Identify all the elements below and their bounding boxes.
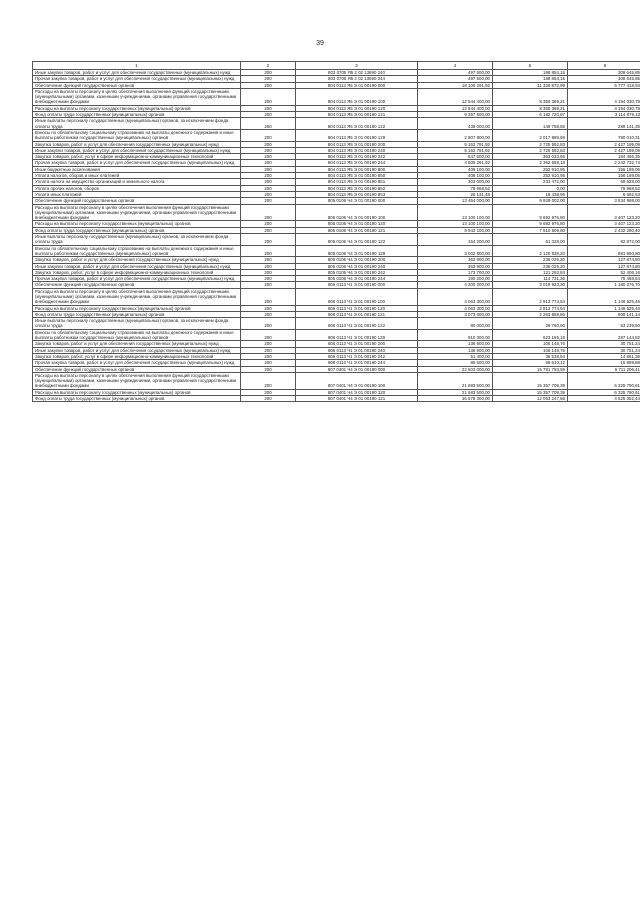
expense-name-cell: Расходы на выплаты персоналу в целях обеспечения выполнения функций государственными (муниципальными) органами, казенными учреждениями, органами управления государственными внебюджетными фондами xyxy=(33,372,241,389)
expense-name-cell: Фонд оплаты труда государственных (муниципальных) органов xyxy=(33,396,241,402)
remaining-amount-cell: 156 189,05 xyxy=(568,166,640,172)
line-code-cell: 200 xyxy=(241,76,296,82)
table-row xyxy=(33,76,640,82)
expense-name-cell: Фонд оплаты труда государственных (муниципальных) органов xyxy=(33,112,241,118)
line-code-cell: 200 xyxy=(241,129,296,141)
approved-amount-cell: 363 900,00 xyxy=(418,263,493,269)
expense-name-cell: Прочая закупка товаров, работ и услуг для обеспечения государственных (муниципальных) нужд xyxy=(33,76,241,82)
classification-code-cell: 804 0113 Я5 Э 01 00190 200 xyxy=(296,141,418,147)
approved-amount-cell: 13 464 000,00 xyxy=(418,198,493,204)
remaining-amount-cell: 809 141,14 xyxy=(568,311,640,317)
approved-amount-cell: 154 200,00 xyxy=(418,234,493,246)
executed-amount-cell: 2 913 774,54 xyxy=(493,305,568,311)
header-col-4: 4 xyxy=(418,62,493,70)
approved-amount-cell: 5 152 791,92 xyxy=(418,141,493,147)
approved-amount-cell: 363 900,00 xyxy=(418,257,493,263)
approved-amount-cell: 13 100 100,00 xyxy=(418,221,493,227)
approved-amount-cell: 22 503 000,00 xyxy=(418,366,493,372)
executed-amount-cell: 623 155,18 xyxy=(493,329,568,341)
remaining-amount-cell: 79 968,52 xyxy=(568,185,640,191)
approved-amount-cell: 190 200,00 xyxy=(418,276,493,282)
expense-name-cell: Закупка товаров, работ и услуг для обеспечения государственных (муниципальных) нужд xyxy=(33,257,241,263)
remaining-amount-cell: 127 874,80 xyxy=(568,263,640,269)
remaining-amount-cell: 2 427 199,09 xyxy=(568,147,640,153)
remaining-amount-cell: 6 325 790,61 xyxy=(568,372,640,389)
classification-code-cell: 804 0113 Я5 Э 01 00190 100 xyxy=(296,88,418,105)
line-code-cell: 200 xyxy=(241,329,296,341)
expense-name-cell: Расходы на выплаты персоналу в целях обеспечения выполнения функций государственными (муниципальными) органами, казенными учреждениями, органами управления государственными внебюджетными фондами xyxy=(33,88,241,105)
approved-amount-cell: 2 807 900,00 xyxy=(418,129,493,141)
approved-amount-cell: 439 000,00 xyxy=(418,118,493,130)
approved-amount-cell: 80 000,00 xyxy=(418,318,493,330)
approved-amount-cell: 9 297 600,00 xyxy=(418,112,493,118)
line-code-cell: 200 xyxy=(241,82,296,88)
classification-code-cell: 804 0113 Я5 Э 01 00190 800 xyxy=(296,166,418,172)
table-row xyxy=(33,245,640,257)
executed-amount-cell: 363 033,65 xyxy=(493,154,568,160)
line-code-cell: 200 xyxy=(241,282,296,288)
line-code-cell: 200 xyxy=(241,147,296,153)
table-row xyxy=(33,353,640,359)
expense-name-cell: Расходы на выплаты персоналу в целях обеспечения выполнения функций государственными (муниципальными) органами, казенными учреждениями, органами управления государственными внебюджетными фондами xyxy=(33,288,241,305)
table-row xyxy=(33,112,640,118)
line-code-cell: 200 xyxy=(241,318,296,330)
classification-code-cell: 807 0401 Ч4 Э 01 00190 120 xyxy=(296,389,418,395)
table-row xyxy=(33,160,640,166)
classification-code-cell: 805 0106 Ч4 Э 01 00190 244 xyxy=(296,276,418,282)
remaining-amount-cell: 30 751,24 xyxy=(568,341,640,347)
remaining-amount-cell: 3 407 123,20 xyxy=(568,221,640,227)
remaining-amount-cell: 6 711 206,41 xyxy=(568,366,640,372)
executed-amount-cell: 2 725 592,83 xyxy=(493,141,568,147)
remaining-amount-cell: 881 960,80 xyxy=(568,245,640,257)
approved-amount-cell: 5 152 791,92 xyxy=(418,147,493,153)
executed-amount-cell: 188 854,15 xyxy=(493,70,568,76)
line-code-cell: 200 xyxy=(241,347,296,353)
line-code-cell: 200 xyxy=(241,311,296,317)
classification-code-cell: 803 0705 Я5 2 02 13690 240 xyxy=(296,70,418,76)
remaining-amount-cell: 308 645,85 xyxy=(568,76,640,82)
line-code-cell: 200 xyxy=(241,191,296,197)
line-code-cell: 200 xyxy=(241,141,296,147)
table-row xyxy=(33,311,640,317)
header-col-3: 3 xyxy=(296,62,418,70)
approved-amount-cell: 4 063 300,00 xyxy=(418,305,493,311)
expense-name-cell: Иные выплаты персоналу государственных (муниципальных) органов, за исключением фонда оплаты труда xyxy=(33,318,241,330)
remaining-amount-cell: 184 466,35 xyxy=(568,154,640,160)
approved-amount-cell: 4 605 291,92 xyxy=(418,160,493,166)
table-row xyxy=(33,305,640,311)
expense-name-cell: Уплата иных платежей xyxy=(33,191,241,197)
header-col-1: 1 xyxy=(33,62,241,70)
remaining-amount-cell: 69 528,00 xyxy=(568,179,640,185)
executed-amount-cell: 11 328 872,99 xyxy=(493,82,568,88)
expense-name-cell: Иные закупки товаров, работ и услуг для обеспечения государственных (муниципальных) нужд xyxy=(33,347,241,353)
classification-code-cell: 804 0113 Я5 Э 01 00190 851 xyxy=(296,179,418,185)
approved-amount-cell: 3 073 000,00 xyxy=(418,311,493,317)
classification-code-cell: 805 0106 Ч4 Э 01 00190 240 xyxy=(296,263,418,269)
remaining-amount-cell: 4 194 030,79 xyxy=(568,105,640,111)
expense-name-cell: Закупка товаров, работ, услуг в сфере информационно-коммуникационных технологий xyxy=(33,154,241,160)
expense-name-cell: Расходы на выплаты персоналу государственных (муниципальных) органов xyxy=(33,221,241,227)
executed-amount-cell: 2 362 558,18 xyxy=(493,160,568,166)
line-code-cell: 200 xyxy=(241,288,296,305)
approved-amount-cell: 910 300,00 xyxy=(418,329,493,341)
executed-amount-cell: 15 357 709,39 xyxy=(493,372,568,389)
executed-amount-cell: 106 148,76 xyxy=(493,347,568,353)
classification-code-cell: 804 0113 Я5 Э 01 00190 120 xyxy=(296,105,418,111)
executed-amount-cell: 6 182 720,87 xyxy=(493,112,568,118)
remaining-amount-cell: 289 141,35 xyxy=(568,118,640,130)
line-code-cell: 200 xyxy=(241,112,296,118)
line-code-cell: 200 xyxy=(241,166,296,172)
executed-amount-cell: 252 910,95 xyxy=(493,173,568,179)
line-code-cell: 200 xyxy=(241,221,296,227)
classification-code-cell: 806 0113 Ч1 Э 01 00190 242 xyxy=(296,353,418,359)
classification-code-cell: 804 0113 Я5 Э 01 00190 850 xyxy=(296,173,418,179)
executed-amount-cell: 61 328,00 xyxy=(493,234,568,246)
remaining-amount-cell: 2 242 732,74 xyxy=(568,160,640,166)
approved-amount-cell: 497 500,00 xyxy=(418,76,493,82)
table-row xyxy=(33,227,640,233)
classification-code-cell: 805 0106 Ч4 Э 01 00190 000 xyxy=(296,198,418,204)
line-code-cell: 200 xyxy=(241,70,296,76)
expense-name-cell: Взносы по обязательному социальному страхованию на выплаты денежного содержания и иные выплаты работникам государственных (муниципальных) органов xyxy=(33,245,241,257)
page-number: 39 xyxy=(316,40,324,47)
approved-amount-cell: 16 578 300,00 xyxy=(418,396,493,402)
header-col-5: 5 xyxy=(493,62,568,70)
executed-amount-cell: 26 760,50 xyxy=(493,318,568,330)
classification-code-cell: 804 0113 Я5 Э 01 00190 240 xyxy=(296,147,418,153)
budget-execution-table xyxy=(32,61,640,402)
executed-amount-cell: 12 053 247,56 xyxy=(493,396,568,402)
table-row xyxy=(33,70,640,76)
approved-amount-cell: 409 100,00 xyxy=(418,173,493,179)
classification-code-cell: 804 0113 Я5 Э 01 00190 242 xyxy=(296,154,418,160)
table-row xyxy=(33,221,640,227)
expense-name-cell: Расходы на выплаты персоналу государственных (муниципальных) органов xyxy=(33,105,241,111)
expense-name-cell: Закупка товаров, работ, услуг в сфере информационно-коммуникационных технологий xyxy=(33,269,241,275)
classification-code-cell: 804 0113 Я5 Э 01 00190 121 xyxy=(296,112,418,118)
line-code-cell: 200 xyxy=(241,353,296,359)
expense-name-cell: Обеспечение функций государственных органов xyxy=(33,366,241,372)
executed-amount-cell: 8 350 369,21 xyxy=(493,105,568,111)
approved-amount-cell: 4 200 200,00 xyxy=(418,282,493,288)
approved-amount-cell: 85 500,00 xyxy=(418,360,493,366)
executed-amount-cell: 7 510 809,60 xyxy=(493,227,568,233)
remaining-amount-cell: 3 114 879,13 xyxy=(568,112,640,118)
executed-amount-cell: 252 910,95 xyxy=(493,166,568,172)
expense-name-cell: Иные выплаты персоналу государственных (муниципальных) органов, за исключением фонда оплаты труда xyxy=(33,118,241,130)
table-row xyxy=(33,179,640,185)
remaining-amount-cell: 790 010,31 xyxy=(568,129,640,141)
expense-name-cell: Фонд оплаты труда государственных (муниципальных) органов xyxy=(33,227,241,233)
executed-amount-cell: 8 350 369,21 xyxy=(493,88,568,105)
table-row xyxy=(33,154,640,160)
classification-code-cell: 807 0401 Ч4 Э 01 00190 100 xyxy=(296,372,418,389)
approved-amount-cell: 18 106 291,92 xyxy=(418,82,493,88)
table-header-row xyxy=(33,62,640,70)
classification-code-cell: 804 0113 Я5 Э 01 00190 244 xyxy=(296,160,418,166)
table-row xyxy=(33,347,640,353)
line-code-cell: 200 xyxy=(241,118,296,130)
expense-name-cell: Иные закупки товаров, работ и услуг для обеспечения государственных (муниципальных) нужд xyxy=(33,70,241,76)
expense-name-cell: Иные закупки товаров, работ и услуг для обеспечения государственных (муниципальных) нужд xyxy=(33,263,241,269)
expense-name-cell: Иные выплаты персоналу государственных (муниципальных) органов, за исключением фонда оплаты труда xyxy=(33,234,241,246)
table-row xyxy=(33,88,640,105)
expense-name-cell: Расходы на выплаты персоналу в целях обеспечения выполнения функций государственными (муниципальными) органами, казенными учреждениями, органами управления государственными внебюджетными фондами xyxy=(33,204,241,221)
classification-code-cell: 805 0106 Ч4 Э 01 00190 120 xyxy=(296,221,418,227)
table-row xyxy=(33,204,640,221)
line-code-cell: 200 xyxy=(241,173,296,179)
executed-amount-cell: 188 854,15 xyxy=(493,76,568,82)
classification-code-cell: 804 0113 Я5 Э 01 00190 852 xyxy=(296,185,418,191)
expense-name-cell: Прочая закупка товаров, работ и услуг для обеспечения государственных (муниципальных) нужд xyxy=(33,160,241,166)
expense-name-cell: Иные бюджетные ассигнования xyxy=(33,166,241,172)
expense-name-cell: Взносы по обязательному социальному страхованию на выплаты денежного содержания и иные выплаты работникам государственных (муниципальных) органов xyxy=(33,329,241,341)
remaining-amount-cell: 4 194 030,79 xyxy=(568,88,640,105)
remaining-amount-cell: 30 751,24 xyxy=(568,347,640,353)
expense-name-cell: Прочая закупка товаров, работ и услуг для обеспечения государственных (муниципальных) нужд xyxy=(33,276,241,282)
remaining-amount-cell: 6 692,53 xyxy=(568,191,640,197)
approved-amount-cell: 9 943 100,00 xyxy=(418,227,493,233)
remaining-amount-cell: 4 525 052,44 xyxy=(568,396,640,402)
table-row xyxy=(33,318,640,330)
executed-amount-cell: 2 017 889,69 xyxy=(493,129,568,141)
classification-code-cell: 804 0113 Я5 Э 01 00190 129 xyxy=(296,129,418,141)
executed-amount-cell: 69 610,12 xyxy=(493,360,568,366)
line-code-cell: 200 xyxy=(241,185,296,191)
approved-amount-cell: 4 063 300,00 xyxy=(418,288,493,305)
line-code-cell: 200 xyxy=(241,341,296,347)
remaining-amount-cell: 1 149 525,46 xyxy=(568,288,640,305)
line-code-cell: 200 xyxy=(241,105,296,111)
executed-amount-cell: 36 538,64 xyxy=(493,353,568,359)
classification-code-cell: 806 0113 Ч1 Э 01 00190 240 xyxy=(296,347,418,353)
expense-name-cell: Уплата налога на имущество организаций и земельного налога xyxy=(33,179,241,185)
expense-name-cell: Закупка товаров, работ и услуг для обеспечения государственных (муниципальных) нужд xyxy=(33,141,241,147)
table-body xyxy=(33,70,640,402)
executed-amount-cell: 0,00 xyxy=(493,185,568,191)
classification-code-cell: 806 0113 Ч1 Э 01 00190 244 xyxy=(296,360,418,366)
remaining-amount-cell: 52 406,16 xyxy=(568,269,640,275)
table-row xyxy=(33,129,640,141)
line-code-cell: 200 xyxy=(241,396,296,402)
approved-amount-cell: 303 000,00 xyxy=(418,179,493,185)
classification-code-cell: 804 0113 Я5 Э 01 00190 853 xyxy=(296,191,418,197)
expense-name-cell: Фонд оплаты труда государственных (муниципальных) органов xyxy=(33,311,241,317)
classification-code-cell: 806 0113 Ч1 Э 01 00190 129 xyxy=(296,329,418,341)
approved-amount-cell: 21 683 500,00 xyxy=(418,372,493,389)
classification-code-cell: 805 0106 Ч4 Э 01 00190 242 xyxy=(296,269,418,275)
executed-amount-cell: 2 725 592,83 xyxy=(493,147,568,153)
classification-code-cell: 806 0113 Ч1 Э 01 00190 100 xyxy=(296,288,418,305)
executed-amount-cell: 2 120 839,20 xyxy=(493,245,568,257)
table-row xyxy=(33,141,640,147)
line-code-cell: 200 xyxy=(241,204,296,221)
remaining-amount-cell: 92 872,00 xyxy=(568,234,640,246)
classification-code-cell: 806 0113 Ч1 Э 01 00190 120 xyxy=(296,305,418,311)
approved-amount-cell: 173 700,00 xyxy=(418,269,493,275)
classification-code-cell: 805 0106 Ч4 Э 01 00190 122 xyxy=(296,234,418,246)
approved-amount-cell: 13 100 100,00 xyxy=(418,204,493,221)
executed-amount-cell: 114 731,36 xyxy=(493,276,568,282)
expense-name-cell: Обеспечение функций государственных органов xyxy=(33,282,241,288)
classification-code-cell: 803 0705 Я5 2 02 13690 244 xyxy=(296,76,418,82)
table-row xyxy=(33,263,640,269)
table-row xyxy=(33,147,640,153)
header-col-6: 6 xyxy=(568,62,640,70)
line-code-cell: 200 xyxy=(241,227,296,233)
executed-amount-cell: 9 929 002,00 xyxy=(493,198,568,204)
approved-amount-cell: 51 400,00 xyxy=(418,353,493,359)
classification-code-cell: 806 0113 Ч1 Э 01 00190 121 xyxy=(296,311,418,317)
approved-amount-cell: 26 131,48 xyxy=(418,191,493,197)
remaining-amount-cell: 75 468,64 xyxy=(568,276,640,282)
table-row xyxy=(33,372,640,389)
classification-code-cell: 805 0106 Ч4 Э 01 00190 129 xyxy=(296,245,418,257)
classification-code-cell: 804 0113 Я5 Э 01 00190 000 xyxy=(296,82,418,88)
table-row xyxy=(33,82,640,88)
executed-amount-cell: 9 692 976,80 xyxy=(493,204,568,221)
expense-name-cell: Уплата налогов, сборов и иных платежей xyxy=(33,173,241,179)
executed-amount-cell: 121 293,84 xyxy=(493,269,568,275)
expense-name-cell: Уплата прочих налогов, сборов xyxy=(33,185,241,191)
line-code-cell: 200 xyxy=(241,88,296,105)
table-row xyxy=(33,105,640,111)
executed-amount-cell: 149 758,65 xyxy=(493,118,568,130)
executed-amount-cell: 233 472,00 xyxy=(493,179,568,185)
line-code-cell: 200 xyxy=(241,389,296,395)
remaining-amount-cell: 6 325 790,61 xyxy=(568,389,640,395)
expense-name-cell: Закупка товаров, работ и услуг для обеспечения государственных (муниципальных) нужд xyxy=(33,341,241,347)
classification-code-cell: 806 0113 Ч1 Э 01 00190 000 xyxy=(296,282,418,288)
line-code-cell: 200 xyxy=(241,269,296,275)
remaining-amount-cell: 14 861,36 xyxy=(568,353,640,359)
expense-name-cell: Закупка товаров, работ, услуг в сфере информационно-коммуникационных технологий xyxy=(33,353,241,359)
expense-name-cell: Прочая закупка товаров, работ и услуг для обеспечения государственных (муниципальных) нужд xyxy=(33,360,241,366)
approved-amount-cell: 21 683 500,00 xyxy=(418,389,493,395)
expense-name-cell: Обеспечение функций государственных органов xyxy=(33,82,241,88)
remaining-amount-cell: 1 149 525,46 xyxy=(568,305,640,311)
expense-name-cell: Расходы на выплаты персоналу государственных (муниципальных) органов xyxy=(33,305,241,311)
expense-name-cell: Расходы на выплаты персоналу государственных (муниципальных) органов xyxy=(33,389,241,395)
table-row xyxy=(33,118,640,130)
line-code-cell: 200 xyxy=(241,276,296,282)
remaining-amount-cell: 308 645,85 xyxy=(568,70,640,76)
table-row xyxy=(33,366,640,372)
line-code-cell: 200 xyxy=(241,179,296,185)
table-row xyxy=(33,282,640,288)
classification-code-cell: 805 0106 Ч4 Э 01 00190 200 xyxy=(296,257,418,263)
remaining-amount-cell: 53 239,50 xyxy=(568,318,640,330)
remaining-amount-cell: 156 189,05 xyxy=(568,173,640,179)
line-code-cell: 200 xyxy=(241,234,296,246)
approved-amount-cell: 12 544 400,00 xyxy=(418,88,493,105)
line-code-cell: 200 xyxy=(241,366,296,372)
classification-code-cell: 806 0113 Ч1 Э 01 00190 122 xyxy=(296,318,418,330)
remaining-amount-cell: 15 889,88 xyxy=(568,360,640,366)
approved-amount-cell: 547 500,00 xyxy=(418,154,493,160)
executed-amount-cell: 19 438,95 xyxy=(493,191,568,197)
remaining-amount-cell: 6 777 418,93 xyxy=(568,82,640,88)
executed-amount-cell: 15 791 793,59 xyxy=(493,366,568,372)
table-row xyxy=(33,257,640,263)
executed-amount-cell: 15 357 709,39 xyxy=(493,389,568,395)
classification-code-cell: 807 0401 Ч4 Э 01 00190 000 xyxy=(296,366,418,372)
table-row xyxy=(33,389,640,395)
executed-amount-cell: 236 025,20 xyxy=(493,263,568,269)
table-row xyxy=(33,234,640,246)
remaining-amount-cell: 3 407 123,20 xyxy=(568,204,640,221)
table-row xyxy=(33,276,640,282)
table-row xyxy=(33,396,640,402)
executed-amount-cell: 2 913 774,54 xyxy=(493,288,568,305)
executed-amount-cell: 9 692 976,80 xyxy=(493,221,568,227)
header-col-2: 2 xyxy=(241,62,296,70)
remaining-amount-cell: 3 534 998,00 xyxy=(568,198,640,204)
line-code-cell: 200 xyxy=(241,154,296,160)
line-code-cell: 200 xyxy=(241,263,296,269)
line-code-cell: 200 xyxy=(241,257,296,263)
classification-code-cell: 807 0401 Ч4 Э 01 00190 121 xyxy=(296,396,418,402)
line-code-cell: 200 xyxy=(241,372,296,389)
classification-code-cell: 805 0106 Ч4 Э 01 00190 121 xyxy=(296,227,418,233)
remaining-amount-cell: 127 874,80 xyxy=(568,257,640,263)
line-code-cell: 200 xyxy=(241,305,296,311)
expense-name-cell: Обеспечение функций государственных органов xyxy=(33,198,241,204)
table-row xyxy=(33,288,640,305)
line-code-cell: 200 xyxy=(241,160,296,166)
remaining-amount-cell: 2 427 199,09 xyxy=(568,141,640,147)
approved-amount-cell: 12 544 400,00 xyxy=(418,105,493,111)
executed-amount-cell: 3 019 923,30 xyxy=(493,282,568,288)
expense-name-cell: Иные закупки товаров, работ и услуг для обеспечения государственных (муниципальных) нужд xyxy=(33,147,241,153)
line-code-cell: 200 xyxy=(241,360,296,366)
approved-amount-cell: 136 900,00 xyxy=(418,341,493,347)
table-row xyxy=(33,198,640,204)
table-row xyxy=(33,269,640,275)
classification-code-cell: 806 0113 Ч1 Э 01 00190 200 xyxy=(296,341,418,347)
line-code-cell: 200 xyxy=(241,198,296,204)
remaining-amount-cell: 1 180 276,70 xyxy=(568,282,640,288)
line-code-cell: 200 xyxy=(241,245,296,257)
executed-amount-cell: 236 025,20 xyxy=(493,257,568,263)
approved-amount-cell: 136 900,00 xyxy=(418,347,493,353)
classification-code-cell: 805 0106 Ч4 Э 01 00190 100 xyxy=(296,204,418,221)
executed-amount-cell: 2 263 858,86 xyxy=(493,311,568,317)
approved-amount-cell: 3 002 800,00 xyxy=(418,245,493,257)
executed-amount-cell: 106 148,76 xyxy=(493,341,568,347)
remaining-amount-cell: 2 432 290,40 xyxy=(568,227,640,233)
approved-amount-cell: 409 100,00 xyxy=(418,166,493,172)
table-row xyxy=(33,329,640,341)
remaining-amount-cell: 287 144,82 xyxy=(568,329,640,341)
table-row xyxy=(33,360,640,366)
approved-amount-cell: 497 500,00 xyxy=(418,70,493,76)
approved-amount-cell: 79 968,52 xyxy=(418,185,493,191)
classification-code-cell: 804 0113 Я5 Э 01 00190 122 xyxy=(296,118,418,130)
expense-name-cell: Взносы по обязательному социальному страхованию на выплаты денежного содержания и иные выплаты работникам государственных (муниципальных) органов xyxy=(33,129,241,141)
table-row xyxy=(33,341,640,347)
